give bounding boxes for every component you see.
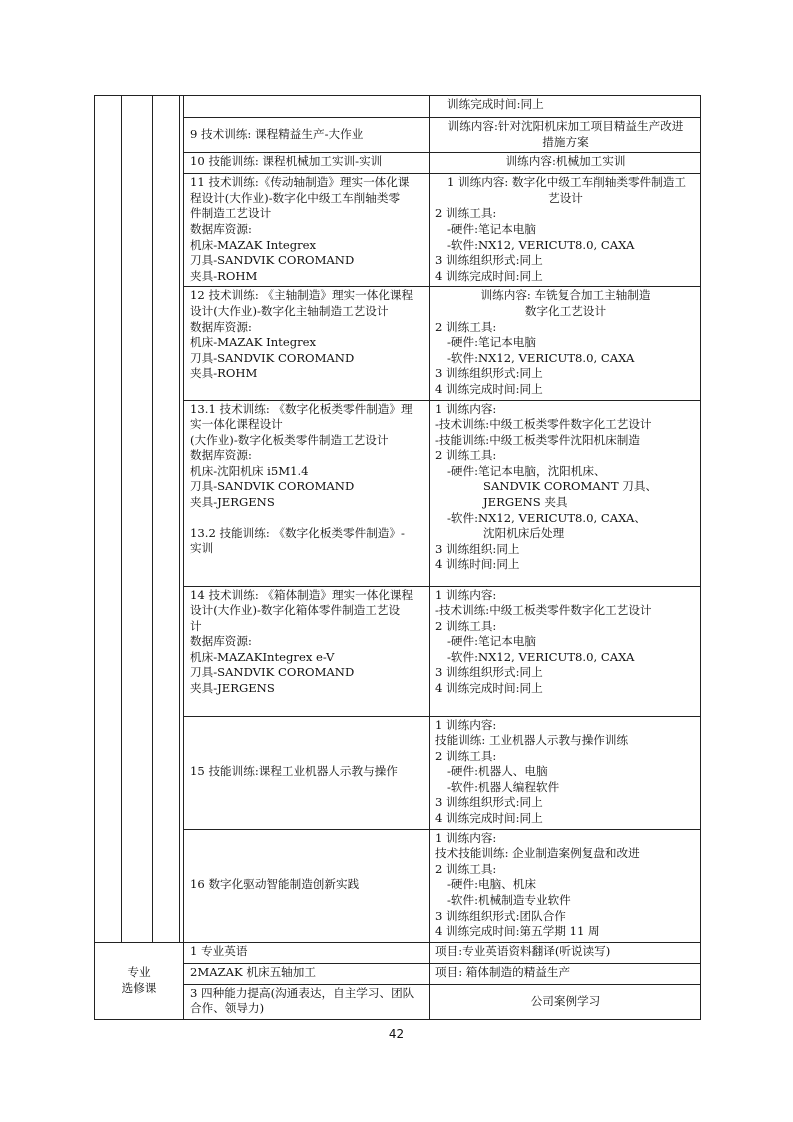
item-line: 刀具-SANDVIK COROMAND [190,350,355,365]
category-label: 选修课 [121,980,157,995]
item-line: 夹具-ROHM [190,366,258,381]
item-line: 10 技能训练: 课程机械加工实训-实训 [190,154,383,169]
detail-line: 措施方案 [542,134,589,149]
curriculum-table [94,95,701,1020]
training-item-cell [184,287,430,400]
item-line: 数据库资源: [190,221,252,236]
table-row [95,153,701,174]
table-row [95,716,701,829]
item-line: 11 技术训练:《传动轴制造》理实一体化课 [190,175,410,190]
training-item-cell [184,400,430,586]
detail-line: -软件:NX12, VERICUT8.0, CAXA [447,237,635,252]
item-line: 13.2 技能训练: 《数字化板类零件制造》- [190,525,405,540]
detail-line: 3 训练组织形式:同上 [435,665,543,680]
detail-line: -软件:NX12, VERICUT8.0, CAXA、 [447,510,646,525]
elective-item-cell [184,963,430,984]
training-detail-cell [430,174,701,287]
detail-line: -技术训练:中级工板类零件数字化工艺设计 [435,603,652,618]
training-detail-cell [430,287,701,400]
training-detail-cell [430,400,701,586]
elective-item: 2MAZAK 机床五轴加工 [190,964,316,979]
item-line: 程设计(大作业)-数字化中级工车削轴类零 [190,190,401,205]
detail-line: -软件:NX12, VERICUT8.0, CAXA [447,649,635,664]
detail-line: 技能训练: 工业机器人示教与操作训练 [435,733,629,748]
table-row [95,400,701,586]
detail-line: 训练完成时间:同上 [447,97,544,111]
detail-line: 1 训练内容: [435,401,497,416]
elective-detail-cell [430,984,701,1019]
category-cell-3 [153,96,180,943]
item-line: 9 技术训练: 课程精益生产-大作业 [190,126,364,141]
detail-line: 沈阳机床后处理 [483,526,565,541]
detail-line: 2 训练工具: [435,206,497,221]
item-line: 机床-MAZAKIntegrex e-V [190,649,335,664]
detail-line: 1 训练内容: [435,830,497,845]
detail-line: 1 训练内容: [435,717,497,732]
item-line: 夹具-ROHM [190,268,258,283]
item-line: 计 [190,618,202,633]
item-line: 件制造工艺设计 [190,206,272,221]
item-line: 数据库资源: [190,634,252,649]
detail-line: 艺设计 [548,190,583,205]
item-line: 机床-MAZAK Integrex [190,335,317,350]
detail-line: -软件:NX12, VERICUT8.0, CAXA [447,350,635,365]
detail-line: 3 训练组织形式:同上 [435,366,543,381]
item-line: 刀具-SANDVIK COROMAND [190,665,355,680]
detail-line: 训练内容:针对沈阳机床加工项目精益生产改进 [447,119,684,133]
category-label: 专业 [127,965,151,980]
table-row [95,942,701,963]
item-line: 机床-沈阳机床 i5M1.4 [190,463,309,478]
table-row [95,287,701,400]
detail-line: 3 训练组织形式:团队合作 [435,908,566,923]
table-row [95,586,701,716]
detail-line: 3 训练组织形式:同上 [435,253,543,268]
item-line: 16 数字化驱动智能制造创新实践 [190,877,360,892]
elective-item-cell [184,942,430,963]
category-cell-1 [95,96,122,943]
item-line: 设计(大作业)-数字化主轴制造工艺设计 [190,303,389,318]
training-detail-cell [430,96,701,118]
training-detail-cell [430,716,701,829]
training-item-cell [184,118,430,153]
table-row [95,118,701,153]
detail-line: -硬件:机器人、电脑 [447,764,548,779]
item-line: 刀具-SANDVIK COROMAND [190,253,355,268]
blank-line [190,511,424,526]
elective-detail-cell [430,942,701,963]
item-line: 机床-MAZAK Integrex [190,237,317,252]
training-detail-cell [430,586,701,716]
item-line: 夹具-JERGENS [190,495,275,510]
elective-item-cell [184,984,430,1019]
detail-line: -软件:机器人编程软件 [447,779,560,794]
detail-line: -硬件:笔记本电脑 [447,335,536,350]
item-line: 实训 [190,541,214,556]
training-item-cell [184,586,430,716]
item-line: 刀具-SANDVIK COROMAND [190,479,355,494]
detail-line: 4 训练时间:同上 [435,557,520,572]
detail-line: 1 训练内容: 数字化中级工车削轴类零件制造工 [447,175,686,190]
training-item-cell [184,174,430,287]
elective-category-cell [95,942,184,1019]
table-row [95,96,701,118]
table-row [95,963,701,984]
detail-line: -技能训练:中级工板类零件沈阳机床制造 [435,432,640,447]
elective-detail: 项目:专业英语资料翻译(听说读写) [435,943,611,958]
elective-item: 3 四种能力提高(沟通表达，自主学习、团队合作、领导力) [190,985,415,1016]
detail-line: 4 训练完成时间:同上 [435,381,543,396]
detail-line: -硬件:笔记本电脑 [447,634,536,649]
detail-line: -技术训练:中级工板类零件数字化工艺设计 [435,417,652,432]
table-row [95,984,701,1019]
detail-line: 2 训练工具: [435,618,497,633]
page-number: 42 [388,1027,405,1041]
training-item-cell [184,96,430,118]
detail-line: -硬件:电脑、机床 [447,877,536,892]
training-detail-cell [430,153,701,174]
detail-line: SANDVIK COROMANT 刀具、 [483,479,658,494]
detail-line: 技术技能训练: 企业制造案例复盘和改进 [435,846,640,861]
elective-item: 1 专业英语 [190,943,248,958]
item-line: 14 技术训练: 《箱体制造》理实一体化课程 [190,587,414,602]
detail-line: 3 训练组织:同上 [435,541,520,556]
training-item-cell [184,829,430,942]
item-line: 13.1 技术训练: 《数字化板类零件制造》理 [190,401,413,416]
elective-detail: 公司案例学习 [530,993,601,1008]
item-line: 15 技能训练:课程工业机器人示教与操作 [190,764,398,779]
detail-line: 4 训练完成时间:同上 [435,268,543,283]
detail-line: JERGENS 夹具 [483,495,568,510]
table-row [95,829,701,942]
elective-detail: 项目: 箱体制造的精益生产 [435,964,571,979]
detail-line: 2 训练工具: [435,319,497,334]
detail-line: 3 训练组织形式:同上 [435,795,543,810]
training-detail-cell [430,829,701,942]
category-cell-2 [122,96,153,943]
detail-line: 训练内容:机械加工实训 [505,154,626,169]
elective-detail-cell [430,963,701,984]
item-line: 实一体化课程设计 [190,417,283,432]
detail-line: 训练内容: 车铣复合加工主轴制造 [480,288,651,303]
detail-line: -软件:机械制造专业软件 [447,893,571,908]
training-item-cell [184,153,430,174]
detail-line: -硬件:笔记本电脑 [447,221,536,236]
table-row [95,174,701,287]
training-item-cell [184,716,430,829]
item-line: 数据库资源: [190,319,252,334]
detail-line: 2 训练工具: [435,748,497,763]
detail-line: 数字化工艺设计 [524,303,607,318]
detail-line: -硬件:笔记本电脑，沈阳机床、 [447,463,606,478]
detail-line: 2 训练工具: [435,448,497,463]
item-line: 数据库资源: [190,448,252,463]
item-line: 设计(大作业)-数字化箱体零件制造工艺设 [190,603,401,618]
item-line: 12 技术训练: 《主轴制造》理实一体化课程 [190,288,414,303]
detail-line: 4 训练完成时间:第五学期 11 周 [435,924,600,939]
training-detail-cell [430,118,701,153]
item-line: (大作业)-数字化板类零件制造工艺设计 [190,432,389,447]
detail-line: 4 训练完成时间:同上 [435,681,543,696]
detail-line: 2 训练工具: [435,861,497,876]
detail-line: 1 训练内容: [435,587,497,602]
item-line: 夹具-JERGENS [190,681,275,696]
detail-line: 4 训练完成时间:同上 [435,811,543,826]
